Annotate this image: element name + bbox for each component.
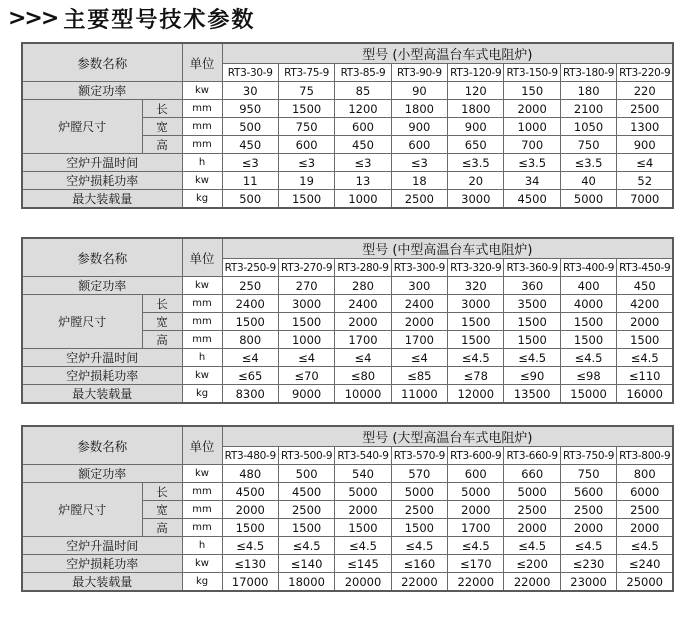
value-cell: ≤4.5 (504, 537, 560, 555)
model-cell: RT3-360-9 (504, 259, 560, 277)
model-cell: RT3-250-9 (222, 259, 278, 277)
sub-label: 宽 (142, 313, 182, 331)
value-cell: 2000 (448, 501, 504, 519)
value-cell: 2000 (560, 519, 616, 537)
value-cell: 22000 (391, 573, 447, 592)
value-cell: 2500 (504, 501, 560, 519)
model-cell: RT3-90-9 (391, 64, 447, 82)
unit-cell: h (182, 537, 222, 555)
model-cell: RT3-85-9 (335, 64, 391, 82)
value-cell: ≤80 (335, 367, 391, 385)
model-cell: RT3-180-9 (560, 64, 616, 82)
value-cell: 500 (222, 118, 278, 136)
value-cell: 90 (391, 82, 447, 100)
sub-label: 高 (142, 519, 182, 537)
value-cell: 20000 (335, 573, 391, 592)
row-label: 最大装载量 (22, 385, 182, 404)
table-row (22, 385, 673, 404)
value-cell: 1000 (504, 118, 560, 136)
spec-table (21, 42, 674, 209)
value-cell: 3000 (448, 190, 504, 209)
value-cell: 1500 (222, 313, 278, 331)
sub-label: 长 (142, 100, 182, 118)
model-cell: RT3-280-9 (335, 259, 391, 277)
row-label: 额定功率 (22, 277, 182, 295)
value-cell: ≤4.5 (448, 537, 504, 555)
value-cell: 600 (278, 136, 334, 154)
value-cell: ≤3.5 (560, 154, 616, 172)
table-row (22, 426, 673, 447)
unit-header: 单位 (182, 426, 222, 465)
value-cell: 500 (222, 190, 278, 209)
value-cell: 2000 (391, 313, 447, 331)
value-cell: 25000 (617, 573, 673, 592)
model-cell: RT3-570-9 (391, 447, 447, 465)
value-cell: ≤4.5 (391, 537, 447, 555)
value-cell: 6000 (617, 483, 673, 501)
value-cell: ≤78 (448, 367, 504, 385)
value-cell: 400 (560, 277, 616, 295)
value-cell: 1500 (278, 313, 334, 331)
value-cell: 9000 (278, 385, 334, 404)
value-cell: 18000 (278, 573, 334, 592)
value-cell: ≤4.5 (278, 537, 334, 555)
value-cell: 4200 (617, 295, 673, 313)
unit-cell: kg (182, 385, 222, 404)
param-name-header: 参数名称 (22, 238, 182, 277)
value-cell: 5000 (504, 483, 560, 501)
unit-cell: kw (182, 172, 222, 190)
value-cell: ≤4.5 (617, 537, 673, 555)
value-cell: ≤3 (222, 154, 278, 172)
value-cell: 1500 (222, 519, 278, 537)
table-row (22, 190, 673, 209)
sub-label: 高 (142, 136, 182, 154)
table-row (22, 295, 673, 313)
value-cell: 4000 (560, 295, 616, 313)
value-cell: 900 (448, 118, 504, 136)
value-cell: 1200 (335, 100, 391, 118)
value-cell: 900 (617, 136, 673, 154)
model-cell: RT3-540-9 (335, 447, 391, 465)
value-cell: 750 (560, 136, 616, 154)
value-cell: 320 (448, 277, 504, 295)
value-cell: ≤160 (391, 555, 447, 573)
row-label: 空炉升温时间 (22, 349, 182, 367)
value-cell: 2000 (222, 501, 278, 519)
value-cell: 1700 (335, 331, 391, 349)
model-cell: RT3-750-9 (560, 447, 616, 465)
value-cell: 2500 (560, 501, 616, 519)
row-label: 最大装载量 (22, 573, 182, 592)
value-cell: 750 (278, 118, 334, 136)
sub-label: 宽 (142, 501, 182, 519)
value-cell: 450 (222, 136, 278, 154)
unit-cell: h (182, 349, 222, 367)
value-cell: 2500 (617, 501, 673, 519)
value-cell: ≤130 (222, 555, 278, 573)
value-cell: 3500 (504, 295, 560, 313)
value-cell: 540 (335, 465, 391, 483)
value-cell: ≤140 (278, 555, 334, 573)
row-label: 炉膛尺寸 (22, 295, 142, 349)
value-cell: ≤4.5 (617, 349, 673, 367)
value-cell: ≤3 (335, 154, 391, 172)
model-cell: RT3-480-9 (222, 447, 278, 465)
value-cell: ≤4 (391, 349, 447, 367)
value-cell: 120 (448, 82, 504, 100)
model-cell: RT3-75-9 (278, 64, 334, 82)
value-cell: 1500 (617, 331, 673, 349)
value-cell: ≤85 (391, 367, 447, 385)
model-cell: RT3-500-9 (278, 447, 334, 465)
unit-header: 单位 (182, 238, 222, 277)
sub-label: 高 (142, 331, 182, 349)
model-group-title: 型号 (中型高温台车式电阻炉) (222, 238, 673, 259)
table-row (22, 100, 673, 118)
table-row (22, 483, 673, 501)
value-cell: ≤4.5 (560, 537, 616, 555)
sub-label: 长 (142, 483, 182, 501)
table-row (22, 555, 673, 573)
table-row (22, 573, 673, 592)
value-cell: 5000 (448, 483, 504, 501)
sub-label: 宽 (142, 118, 182, 136)
value-cell: 180 (560, 82, 616, 100)
unit-cell: mm (182, 483, 222, 501)
model-cell: RT3-120-9 (448, 64, 504, 82)
unit-cell: mm (182, 295, 222, 313)
value-cell: 600 (448, 465, 504, 483)
model-group-title: 型号 (大型高温台车式电阻炉) (222, 426, 673, 447)
row-label: 最大装载量 (22, 190, 182, 209)
value-cell: 2400 (335, 295, 391, 313)
value-cell: ≤4.5 (222, 537, 278, 555)
value-cell: 750 (560, 465, 616, 483)
value-cell: 10000 (335, 385, 391, 404)
value-cell: ≤230 (560, 555, 616, 573)
value-cell: 1500 (560, 313, 616, 331)
value-cell: 600 (391, 136, 447, 154)
chevrons-icon: >>> (8, 5, 58, 31)
value-cell: ≤200 (504, 555, 560, 573)
value-cell: 480 (222, 465, 278, 483)
param-name-header: 参数名称 (22, 43, 182, 82)
value-cell: 30 (222, 82, 278, 100)
value-cell: 5600 (560, 483, 616, 501)
model-cell: RT3-800-9 (617, 447, 673, 465)
value-cell: ≤4 (278, 349, 334, 367)
value-cell: 450 (335, 136, 391, 154)
model-cell: RT3-270-9 (278, 259, 334, 277)
value-cell: 12000 (448, 385, 504, 404)
row-label: 空炉损耗功率 (22, 555, 182, 573)
value-cell: 250 (222, 277, 278, 295)
value-cell: 450 (617, 277, 673, 295)
value-cell: 2000 (335, 501, 391, 519)
value-cell: 1000 (335, 190, 391, 209)
value-cell: 1500 (391, 519, 447, 537)
spec-table (21, 425, 674, 592)
value-cell: ≤90 (504, 367, 560, 385)
table-row (22, 82, 673, 100)
value-cell: ≤240 (617, 555, 673, 573)
value-cell: 300 (391, 277, 447, 295)
model-cell: RT3-320-9 (448, 259, 504, 277)
row-label: 空炉损耗功率 (22, 367, 182, 385)
value-cell: 660 (504, 465, 560, 483)
value-cell: 2000 (617, 519, 673, 537)
unit-cell: kw (182, 367, 222, 385)
value-cell: 1700 (391, 331, 447, 349)
value-cell: 2100 (560, 100, 616, 118)
value-cell: 13500 (504, 385, 560, 404)
model-group-title: 型号 (小型高温台车式电阻炉) (222, 43, 673, 64)
value-cell: ≤4.5 (504, 349, 560, 367)
value-cell: 4500 (222, 483, 278, 501)
table-row (22, 154, 673, 172)
value-cell: ≤4.5 (560, 349, 616, 367)
value-cell: 3000 (448, 295, 504, 313)
unit-header: 单位 (182, 43, 222, 82)
value-cell: 4500 (504, 190, 560, 209)
sub-label: 长 (142, 295, 182, 313)
table-row (22, 277, 673, 295)
value-cell: 1050 (560, 118, 616, 136)
value-cell: 1500 (504, 331, 560, 349)
value-cell: ≤3 (278, 154, 334, 172)
value-cell: 220 (617, 82, 673, 100)
spec-table (21, 237, 674, 404)
value-cell: 1500 (448, 331, 504, 349)
value-cell: 13 (335, 172, 391, 190)
model-cell: RT3-400-9 (560, 259, 616, 277)
value-cell: ≤3 (391, 154, 447, 172)
value-cell: 900 (391, 118, 447, 136)
value-cell: 1500 (448, 313, 504, 331)
row-label: 炉膛尺寸 (22, 483, 142, 537)
value-cell: ≤110 (617, 367, 673, 385)
value-cell: 570 (391, 465, 447, 483)
table-row (22, 43, 673, 64)
value-cell: ≤4 (335, 349, 391, 367)
value-cell: 1500 (504, 313, 560, 331)
value-cell: 1500 (278, 190, 334, 209)
value-cell: ≤4 (222, 349, 278, 367)
value-cell: 3000 (278, 295, 334, 313)
value-cell: 2000 (504, 519, 560, 537)
unit-cell: kw (182, 465, 222, 483)
value-cell: 5000 (560, 190, 616, 209)
value-cell: 19 (278, 172, 334, 190)
unit-cell: kw (182, 555, 222, 573)
unit-cell: mm (182, 100, 222, 118)
unit-cell: mm (182, 313, 222, 331)
unit-cell: mm (182, 118, 222, 136)
unit-cell: mm (182, 519, 222, 537)
unit-cell: mm (182, 331, 222, 349)
value-cell: 52 (617, 172, 673, 190)
value-cell: 2400 (391, 295, 447, 313)
value-cell: 1300 (617, 118, 673, 136)
value-cell: 2000 (617, 313, 673, 331)
page-header (8, 3, 255, 33)
value-cell: ≤3.5 (504, 154, 560, 172)
unit-cell: h (182, 154, 222, 172)
model-cell: RT3-220-9 (617, 64, 673, 82)
value-cell: 2500 (391, 501, 447, 519)
value-cell: 18 (391, 172, 447, 190)
value-cell: 34 (504, 172, 560, 190)
value-cell: 650 (448, 136, 504, 154)
value-cell: 280 (335, 277, 391, 295)
value-cell: 800 (617, 465, 673, 483)
model-cell: RT3-600-9 (448, 447, 504, 465)
value-cell: 75 (278, 82, 334, 100)
value-cell: ≤98 (560, 367, 616, 385)
value-cell: ≤170 (448, 555, 504, 573)
value-cell: 11000 (391, 385, 447, 404)
value-cell: 23000 (560, 573, 616, 592)
value-cell: 150 (504, 82, 560, 100)
value-cell: 22000 (448, 573, 504, 592)
value-cell: 1700 (448, 519, 504, 537)
value-cell: 360 (504, 277, 560, 295)
table-row (22, 349, 673, 367)
value-cell: ≤145 (335, 555, 391, 573)
table-row (22, 172, 673, 190)
value-cell: 2500 (617, 100, 673, 118)
value-cell: 1500 (278, 519, 334, 537)
value-cell: 800 (222, 331, 278, 349)
model-cell: RT3-30-9 (222, 64, 278, 82)
value-cell: 2000 (335, 313, 391, 331)
value-cell: 7000 (617, 190, 673, 209)
model-cell: RT3-450-9 (617, 259, 673, 277)
value-cell: 1500 (335, 519, 391, 537)
unit-cell: kg (182, 573, 222, 592)
value-cell: 700 (504, 136, 560, 154)
value-cell: ≤4 (617, 154, 673, 172)
unit-cell: kg (182, 190, 222, 209)
value-cell: 2000 (504, 100, 560, 118)
value-cell: 270 (278, 277, 334, 295)
value-cell: 8300 (222, 385, 278, 404)
value-cell: ≤70 (278, 367, 334, 385)
value-cell: ≤4.5 (335, 537, 391, 555)
value-cell: 16000 (617, 385, 673, 404)
value-cell: 1000 (278, 331, 334, 349)
value-cell: 5000 (335, 483, 391, 501)
value-cell: 950 (222, 100, 278, 118)
table-row (22, 465, 673, 483)
value-cell: 2500 (391, 190, 447, 209)
value-cell: 5000 (391, 483, 447, 501)
value-cell: 20 (448, 172, 504, 190)
unit-cell: kw (182, 82, 222, 100)
model-cell: RT3-300-9 (391, 259, 447, 277)
value-cell: ≤65 (222, 367, 278, 385)
table-row (22, 537, 673, 555)
row-label: 额定功率 (22, 82, 182, 100)
value-cell: 1800 (391, 100, 447, 118)
value-cell: 1500 (560, 331, 616, 349)
value-cell: 17000 (222, 573, 278, 592)
value-cell: 4500 (278, 483, 334, 501)
param-name-header: 参数名称 (22, 426, 182, 465)
value-cell: 600 (335, 118, 391, 136)
unit-cell: mm (182, 501, 222, 519)
row-label: 额定功率 (22, 465, 182, 483)
unit-cell: mm (182, 136, 222, 154)
unit-cell: kw (182, 277, 222, 295)
value-cell: 2500 (278, 501, 334, 519)
row-label: 空炉升温时间 (22, 154, 182, 172)
value-cell: 85 (335, 82, 391, 100)
value-cell: 40 (560, 172, 616, 190)
model-cell: RT3-150-9 (504, 64, 560, 82)
table-row (22, 367, 673, 385)
row-label: 空炉损耗功率 (22, 172, 182, 190)
row-label: 空炉升温时间 (22, 537, 182, 555)
row-label: 炉膛尺寸 (22, 100, 142, 154)
value-cell: 500 (278, 465, 334, 483)
value-cell: ≤3.5 (448, 154, 504, 172)
model-cell: RT3-660-9 (504, 447, 560, 465)
value-cell: 2400 (222, 295, 278, 313)
value-cell: 11 (222, 172, 278, 190)
table-row (22, 238, 673, 259)
value-cell: 1500 (278, 100, 334, 118)
value-cell: 15000 (560, 385, 616, 404)
value-cell: 22000 (504, 573, 560, 592)
value-cell: 1800 (448, 100, 504, 118)
value-cell: ≤4.5 (448, 349, 504, 367)
page-title: 主要型号技术参数 (63, 7, 256, 33)
